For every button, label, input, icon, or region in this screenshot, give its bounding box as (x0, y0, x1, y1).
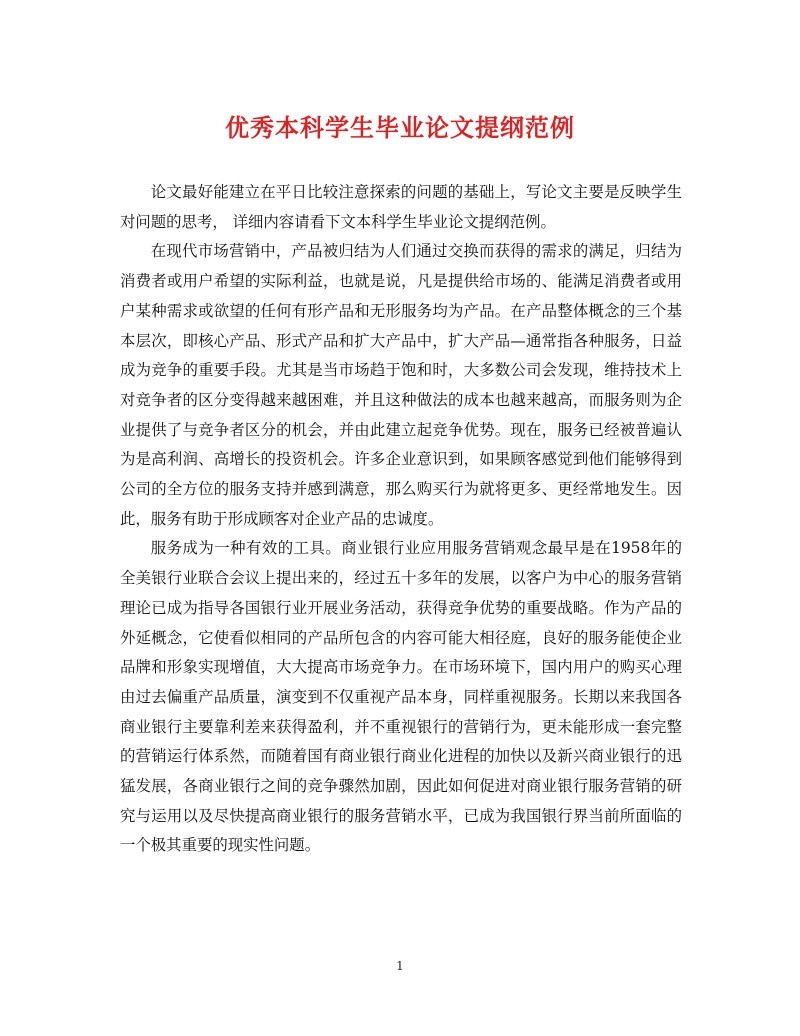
paragraph-intro: 论文最好能建立在平日比较注意探索的问题的基础上，写论文主要是反映学生对问题的思考， 详细内容请看下文本科学生毕业论文提纲范例。 (120, 183, 682, 231)
paragraph-banking: 服务成为一种有效的工具。商业银行业应用服务营销观念最早是在1958年的全美银行业联合会议上提出来的，经过五十多年的发展，以客户为中心的服务营销理论已成为指导各国银行业开展业务活动，获得竞争优势的重要战略。作为产品的外延概念，它使看似相同的产品所包含的内容可能大相径庭，良好的服务能使企业品牌和形象实现增值，大大提高市场竞争力。在市场环境下，国内用户的购买心理由过去偏重产品质量，演变到不仅重视产品本身，同样重视服务。长期以来我国各商业银行主要靠利差来获得盈利，并不重视银行的营销行为，更未能形成一套完整的营销运行体系然，而随着国有商业银行商业化进程的加快以及新兴商业银行的迅猛发展，各商业银行之间的竞争骤然加剧，因此如何促进对商业银行服务营销的研究与运用以及尽快提高商业银行的服务营销水平，已成为我国银行界当前所面临的一个极其重要的现实性问题。 (120, 539, 682, 855)
paragraph-marketing: 在现代市场营销中，产品被归结为人们通过交换而获得的需求的满足，归结为消费者或用户希望的实际利益，也就是说，凡是提供给市场的、能满足消费者或用户某种需求或欲望的任何有形产品和无形服务均为产品。在产品整体概念的三个基本层次，即核心产品、形式产品和扩大产品中，扩大产品—通常指各种服务，日益成为竞争的重要手段。尤其是当市场趋于饱和时，大多数公司会发现，维持技术上对竞争者的区分变得越来越困难，并且这种做法的成本也越来越高，而服务则为企业提供了与竞争者区分的机会，并由此建立起竞争优势。现在，服务已经被普遍认为是高利润、高增长的投资机会。许多企业意识到，如果顾客感觉到他们能够得到公司的全方位的服务支持并感到满意，那么购买行为就将更多、更经常地发生。因此，服务有助于形成顾客对企业产品的忠诚度。 (120, 242, 682, 528)
page-number: 1 (396, 959, 404, 973)
document-body (120, 178, 682, 861)
document-title: 优秀本科学生毕业论文提纲范例 (225, 113, 575, 142)
